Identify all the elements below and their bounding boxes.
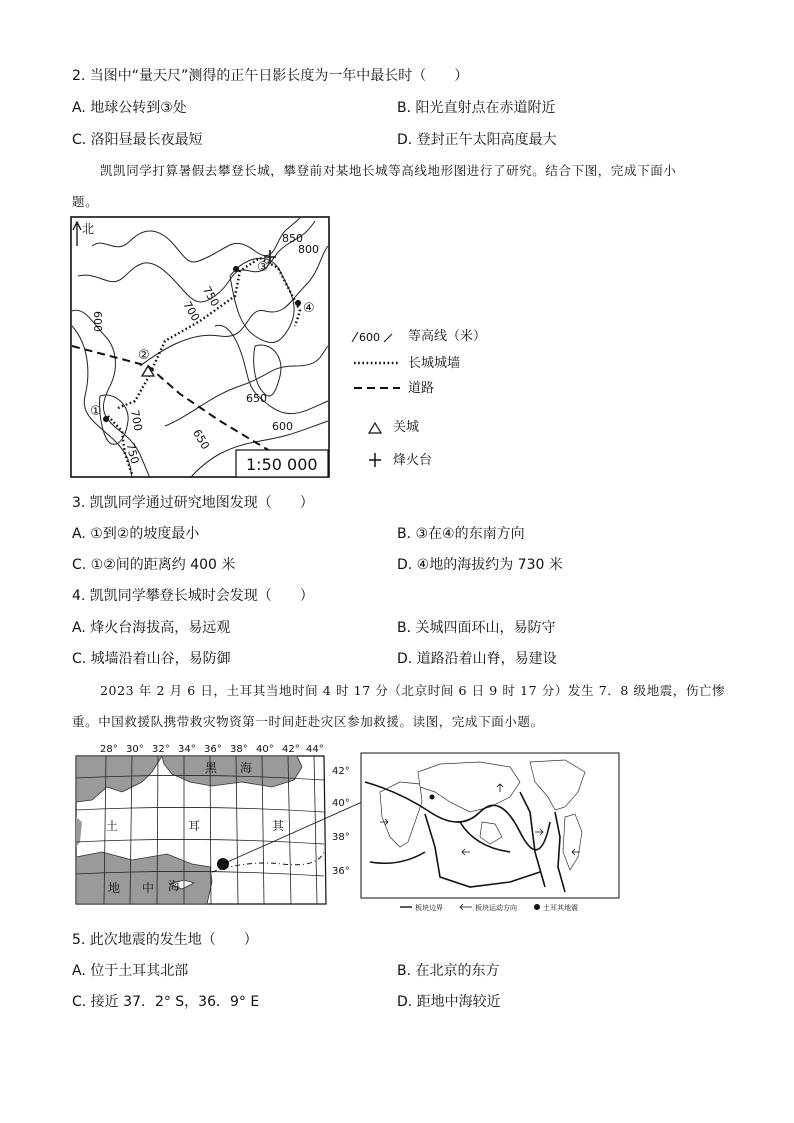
q3-stem: 3. 凯凯同学通过研究地图发现（ ） bbox=[72, 495, 314, 511]
q2-option-c: C. 洛阳昼最长夜最短 bbox=[72, 132, 203, 148]
q2-option-a: A. 地球公转到③处 bbox=[72, 100, 187, 116]
legend-plate-boundary: 板块边界 bbox=[415, 904, 443, 912]
legend-beacon-label: 烽火台 bbox=[393, 453, 433, 468]
q3-option-d: D. ④地的海拔约为 730 米 bbox=[397, 557, 563, 573]
legend-plate-motion: 板块运动方向 bbox=[475, 904, 517, 912]
med-sea-label: 海 bbox=[168, 879, 181, 893]
north-label: 北 bbox=[82, 222, 95, 236]
legend-contour-label: 等高线（米） bbox=[408, 329, 487, 344]
lon-label: 38° bbox=[230, 744, 248, 755]
lat-label: 36° bbox=[332, 866, 350, 877]
legend-road-symbol bbox=[352, 383, 402, 393]
lat-label: 42° bbox=[332, 766, 350, 777]
lon-label: 44° bbox=[306, 744, 324, 755]
legend-turkey-quake: 土耳其地震 bbox=[543, 904, 578, 912]
q4-stem: 4. 凯凯同学攀登长城时会发现（ ） bbox=[72, 588, 314, 604]
legend-wall-label: 长城城墙 bbox=[408, 356, 461, 371]
passage-2-line-2: 重。中国救援队携带救灾物资第一时间赶赴灾区参加救援。读图，完成下面小题。 bbox=[72, 714, 544, 729]
q4-option-b: B. 关城四面环山，易防守 bbox=[397, 620, 556, 636]
lon-label: 32° bbox=[152, 744, 170, 755]
q5-option-c: C. 接近 37．2° S，36．9° E bbox=[72, 994, 260, 1010]
turkey-label: 土 bbox=[106, 819, 119, 833]
turkey-label: 其 bbox=[272, 819, 285, 833]
q5-option-b: B. 在北京的东方 bbox=[397, 963, 500, 979]
contour-label: 650 bbox=[190, 427, 212, 452]
passage-1-line-2: 题。 bbox=[72, 194, 99, 209]
lat-label: 40° bbox=[332, 798, 350, 809]
passage-1-line-1: 凯凯同学打算暑假去攀登长城，攀登前对某地长城等高线地形图进行了研究。结合下图，完成下面小 bbox=[100, 163, 677, 178]
turkey-map bbox=[72, 742, 362, 908]
point-label-1: ① bbox=[90, 404, 102, 419]
contour-label: 600 bbox=[272, 420, 293, 433]
q3-option-a: A. ①到②的坡度最小 bbox=[72, 526, 200, 542]
q3-option-c: C. ①②间的距离约 400 米 bbox=[72, 557, 236, 573]
contour-label: 750 bbox=[199, 284, 222, 309]
contour-label: 650 bbox=[246, 392, 267, 405]
contour-label: 600 bbox=[91, 311, 104, 332]
svg-text:600: 600 bbox=[359, 331, 380, 344]
contour-label: 700 bbox=[128, 409, 145, 432]
black-sea-label: 黑 bbox=[205, 761, 218, 775]
black-sea-label: 海 bbox=[240, 761, 253, 775]
lat-label: 38° bbox=[332, 832, 350, 843]
contour-map bbox=[70, 216, 332, 480]
legend-beacon-icon bbox=[367, 452, 383, 468]
q2-option-d: D. 登封正午太阳高度最大 bbox=[397, 132, 557, 148]
lon-label: 28° bbox=[100, 744, 118, 755]
contour-label: 700 bbox=[180, 298, 203, 324]
lon-label: 40° bbox=[256, 744, 274, 755]
legend-pass-label: 关城 bbox=[393, 420, 420, 435]
lon-label: 42° bbox=[282, 744, 300, 755]
point-label-3: ③ bbox=[257, 260, 269, 275]
point-label-4: ④ bbox=[303, 301, 315, 316]
q3-option-b: B. ③在④的东南方向 bbox=[397, 526, 525, 542]
contour-legend-symbol bbox=[350, 326, 410, 348]
lon-label: 34° bbox=[178, 744, 196, 755]
q4-option-a: A. 烽火台海拔高，易远观 bbox=[72, 620, 231, 636]
q2-stem: 2. 当图中“量天尺”测得的正午日影长度为一年中最长时（ ） bbox=[72, 68, 469, 84]
med-sea-label: 地 bbox=[108, 881, 121, 895]
scale-label: 1:50 000 bbox=[246, 455, 318, 474]
q4-option-d: D. 道路沿着山脊，易建设 bbox=[397, 651, 557, 667]
legend-road-label: 道路 bbox=[408, 381, 435, 396]
lon-label: 36° bbox=[204, 744, 222, 755]
q5-option-d: D. 距地中海较近 bbox=[397, 994, 501, 1010]
q4-option-c: C. 城墙沿着山谷，易防御 bbox=[72, 651, 231, 667]
point-label-2: ② bbox=[138, 348, 150, 363]
contour-label: 850 bbox=[282, 232, 303, 245]
legend-pass-icon bbox=[367, 421, 383, 435]
contour-label: 750 bbox=[123, 441, 142, 466]
lon-label: 30° bbox=[126, 744, 144, 755]
q5-option-a: A. 位于土耳其北部 bbox=[72, 963, 189, 979]
med-sea-label: 中 bbox=[142, 881, 155, 895]
q5-stem: 5. 此次地震的发生地（ ） bbox=[72, 932, 258, 948]
legend-wall-symbol bbox=[352, 358, 402, 368]
turkey-label: 耳 bbox=[188, 819, 201, 833]
q2-option-b: B. 阳光直射点在赤道附近 bbox=[397, 100, 556, 116]
world-plate-map bbox=[360, 752, 620, 914]
passage-2-line-1: 2023 年 2 月 6 日，土耳其当地时间 4 时 17 分（北京时间 6 日 9 时 17 分）发生 7．8 级地震，伤亡惨 bbox=[100, 683, 726, 698]
contour-label: 800 bbox=[298, 243, 319, 256]
turkey-quake-marker-icon bbox=[430, 795, 435, 800]
